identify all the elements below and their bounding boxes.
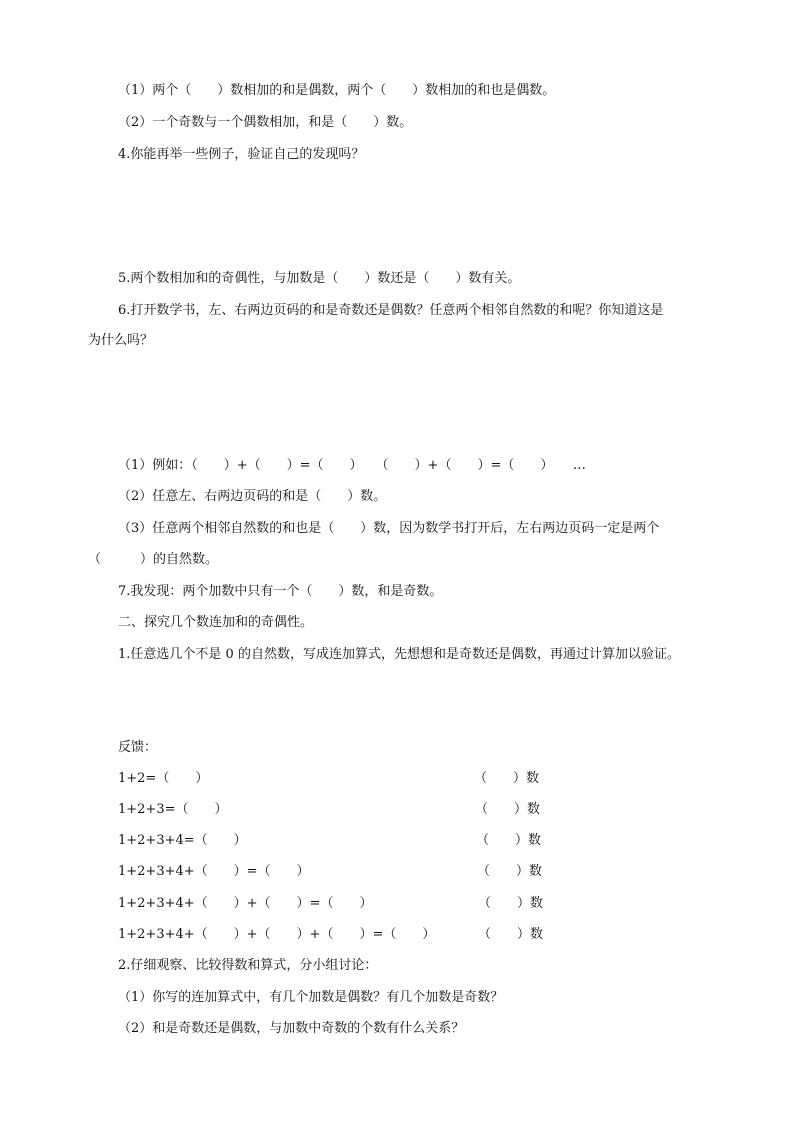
section-2-question-2: 2.仔细观察、比较得数和算式，分小组讨论： <box>118 958 378 973</box>
equation-row-1: 1+2=（ ） <box>118 771 209 786</box>
equation-row-3: 1+2+3+4=（ ） <box>118 833 247 848</box>
equation-row-4: 1+2+3+4+（ ）=（ ） <box>118 864 310 879</box>
answer-blank-6: （ ）数 <box>478 927 544 942</box>
question-3-part-1: （1）两个（ ）数相加的和是偶数，两个（ ）数相加的和也是偶数。 <box>118 83 556 98</box>
section-2-heading: 二、探究几个数连加和的奇偶性。 <box>118 615 314 630</box>
equation-row-6: 1+2+3+4+（ ）+（ ）+（ ）=（ ） <box>118 927 436 942</box>
question-5: 5.两个数相加和的奇偶性，与加数是（ ）数还是（ ）数有关。 <box>118 271 521 286</box>
question-6-part-2: （2）任意左、右两边页码的和是（ ）数。 <box>118 489 387 504</box>
section-2-question-1: 1.任意选几个不是 0 的自然数，写成连加算式，先想想和是奇数还是偶数，再通过计算加以验证。 <box>118 647 680 662</box>
question-3-part-2: （2）一个奇数与一个偶数相加，和是（ ）数。 <box>118 115 413 130</box>
question-6-line-1: 6.打开数学书，左、右两边页码的和是奇数还是偶数？任意两个相邻自然数的和呢？你知道这是 <box>118 303 664 318</box>
equation-row-5: 1+2+3+4+（ ）+（ ）=（ ） <box>118 896 373 911</box>
feedback-label: 反馈： <box>118 740 158 755</box>
answer-blank-3: （ ）数 <box>476 833 542 848</box>
question-6-part-3-line-2: （ ）的自然数。 <box>88 552 219 567</box>
question-6-part-3-line-1: （3）任意两个相邻自然数的和也是（ ）数，因为数学书打开后，左右两边页码一定是两个 <box>118 521 660 536</box>
answer-blank-1: （ ）数 <box>474 771 540 786</box>
question-4: 4.你能再举一些例子，验证自己的发现吗？ <box>118 147 365 162</box>
question-6-part-1: （1）例如：（ ）+（ ）=（ ） （ ）+（ ）=（ ） … <box>118 458 586 473</box>
question-7: 7.我发现：两个加数中只有一个（ ）数，和是奇数。 <box>118 584 443 599</box>
answer-blank-5: （ ）数 <box>478 896 544 911</box>
question-6-line-2: 为什么吗？ <box>88 333 154 348</box>
section-2-question-2-part-2: （2）和是奇数还是偶数，与加数中奇数的个数有什么关系？ <box>118 1021 465 1036</box>
equation-row-2: 1+2+3=（ ） <box>118 802 228 817</box>
section-2-question-2-part-1: （1）你写的连加算式中，有几个加数是偶数？有几个加数是奇数？ <box>118 990 504 1005</box>
answer-blank-4: （ ）数 <box>477 864 543 879</box>
answer-blank-2: （ ）数 <box>475 802 541 817</box>
